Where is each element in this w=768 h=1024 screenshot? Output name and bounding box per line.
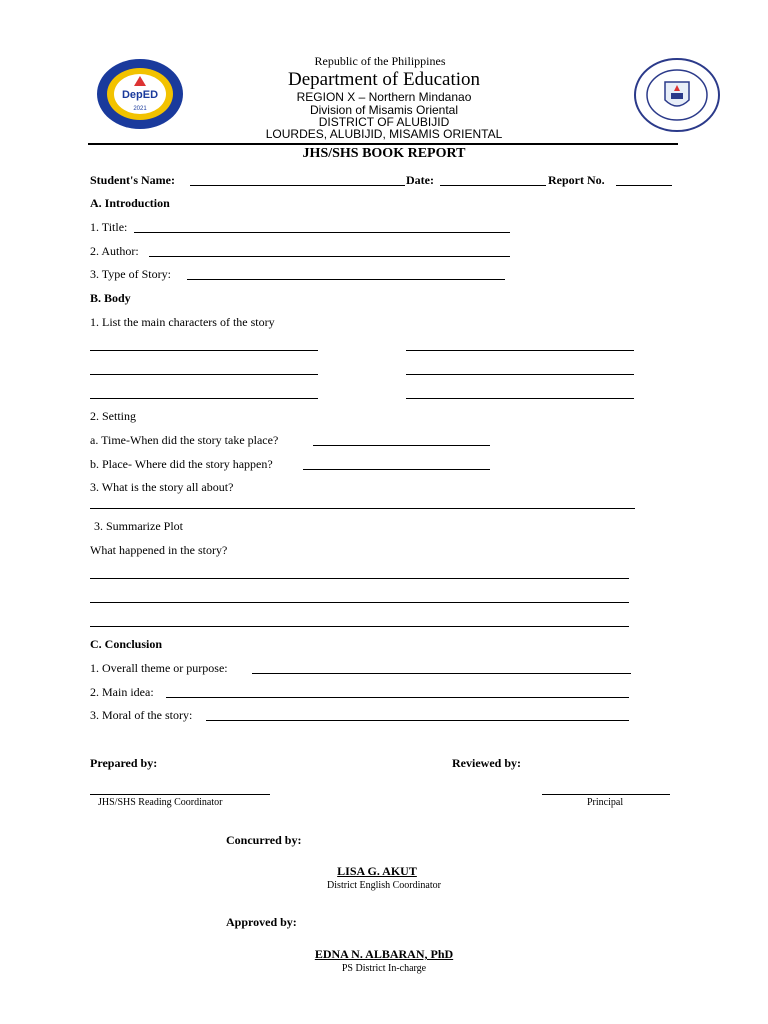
student-name-field[interactable] bbox=[190, 185, 405, 186]
conclusion-heading: C. Conclusion bbox=[90, 637, 163, 651]
approved-label: Approved by: bbox=[226, 915, 297, 929]
about-field[interactable] bbox=[90, 508, 635, 509]
prepared-label: Prepared by: bbox=[90, 756, 158, 770]
idea-field[interactable] bbox=[166, 697, 629, 698]
title-field[interactable] bbox=[134, 232, 510, 233]
approved-name: EDNA N. ALBARAN, PhD bbox=[314, 947, 454, 961]
date-label: Date: bbox=[406, 173, 434, 187]
deped-seal bbox=[634, 58, 720, 132]
report-no-field[interactable] bbox=[616, 185, 672, 186]
district-logo bbox=[96, 58, 184, 130]
department-title: Department of Education bbox=[287, 69, 481, 90]
setting-label: 2. Setting bbox=[90, 409, 137, 423]
characters-label: 1. List the main characters of the story bbox=[90, 315, 275, 329]
title-label: 1. Title: bbox=[90, 220, 128, 234]
summarize-label: 3. Summarize Plot bbox=[94, 519, 183, 533]
author-label: 2. Author: bbox=[90, 244, 139, 258]
district-seal-icon bbox=[96, 58, 184, 130]
author-field[interactable] bbox=[149, 256, 510, 257]
theme-label: 1. Overall theme or purpose: bbox=[90, 661, 228, 675]
student-name-label: Student's Name: bbox=[90, 173, 176, 187]
address-text: LOURDES, ALUBIJID, MISAMIS ORIENTAL bbox=[265, 127, 503, 141]
date-field[interactable] bbox=[440, 185, 546, 186]
concurred-name: LISA G. AKUT bbox=[337, 864, 417, 878]
plot-field-1[interactable] bbox=[90, 578, 629, 579]
approved-role: PS District In-charge bbox=[341, 963, 427, 974]
character-field-2[interactable] bbox=[406, 350, 634, 351]
prepared-signature-line[interactable] bbox=[90, 794, 270, 795]
character-field-3[interactable] bbox=[90, 374, 318, 375]
time-label: a. Time-When did the story take place? bbox=[90, 433, 279, 447]
svg-text:2021: 2021 bbox=[133, 106, 147, 112]
moral-field[interactable] bbox=[206, 720, 629, 721]
form-title: JHS/SHS BOOK REPORT bbox=[302, 146, 466, 161]
character-field-5[interactable] bbox=[90, 398, 318, 399]
time-field[interactable] bbox=[313, 445, 490, 446]
region-text: REGION X – Northern Mindanao bbox=[296, 90, 472, 104]
place-field[interactable] bbox=[303, 469, 490, 470]
plot-field-3[interactable] bbox=[90, 626, 629, 627]
reviewed-label: Reviewed by: bbox=[452, 756, 521, 770]
prepared-role: JHS/SHS Reading Coordinator bbox=[98, 797, 223, 808]
division-text: Division of Misamis Oriental bbox=[309, 103, 459, 117]
district-text: DISTRICT OF ALUBIJID bbox=[318, 115, 450, 129]
happened-label: What happened in the story? bbox=[90, 543, 228, 557]
reviewed-role: Principal bbox=[587, 797, 624, 808]
intro-heading: A. Introduction bbox=[90, 196, 170, 210]
moral-label: 3. Moral of the story: bbox=[90, 708, 193, 722]
about-label: 3. What is the story all about? bbox=[90, 480, 234, 494]
header-divider bbox=[88, 143, 678, 145]
character-field-4[interactable] bbox=[406, 374, 634, 375]
type-label: 3. Type of Story: bbox=[90, 267, 171, 281]
report-no-label: Report No. bbox=[548, 173, 605, 187]
concurred-label: Concurred by: bbox=[226, 833, 302, 847]
type-field[interactable] bbox=[187, 279, 505, 280]
svg-text:DepED: DepED bbox=[121, 89, 159, 101]
concurred-role: District English Coordinator bbox=[327, 880, 441, 891]
place-label: b. Place- Where did the story happen? bbox=[90, 457, 273, 471]
theme-field[interactable] bbox=[252, 673, 631, 674]
plot-field-2[interactable] bbox=[90, 602, 629, 603]
character-field-6[interactable] bbox=[406, 398, 634, 399]
idea-label: 2. Main idea: bbox=[90, 685, 154, 699]
deped-seal-icon bbox=[634, 58, 720, 132]
character-field-1[interactable] bbox=[90, 350, 318, 351]
body-heading: B. Body bbox=[90, 291, 131, 305]
reviewed-signature-line[interactable] bbox=[542, 794, 670, 795]
republic-text: Republic of the Philippines bbox=[314, 54, 446, 68]
